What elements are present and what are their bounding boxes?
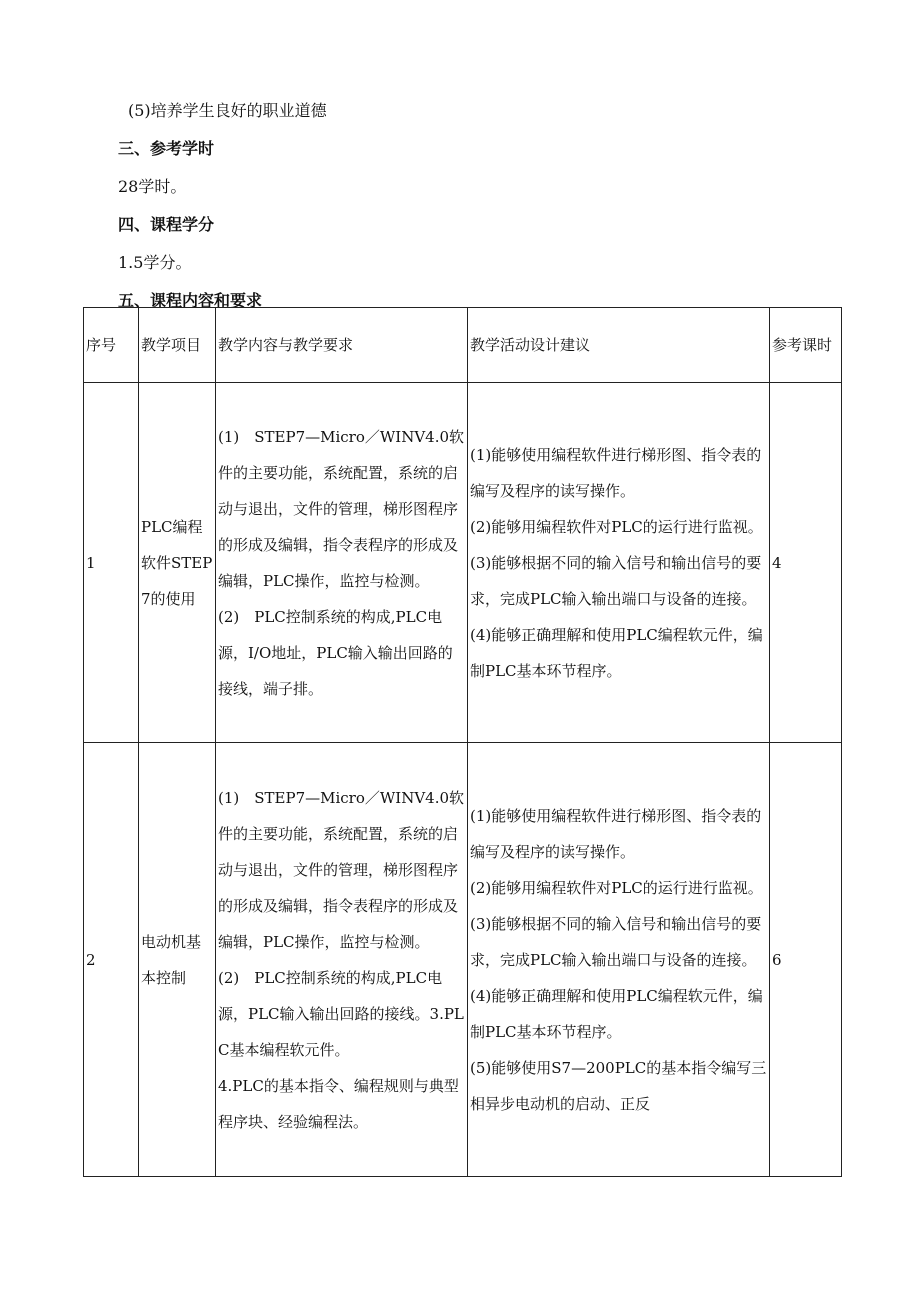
objective-5-text: (5)培养学生良好的职业道德 <box>128 101 327 120</box>
row-2-content-item: (1) STEP7—Micro／WINV4.0软件的主要功能，系统配置，系统的启动与退出，文件的管理，梯形图程序的形成及编辑，指令表程序的形成及编辑，PLC操作，监控与检测。 <box>218 788 465 951</box>
table-row <box>84 383 842 743</box>
row-2-activity-item: (1)能够使用编程软件进行梯形图、指令表的编写及程序的读写操作。 <box>470 806 762 861</box>
table-row <box>84 743 842 1177</box>
heading-course-content: 五、课程内容和要求 <box>118 291 263 310</box>
row-2-no: 2 <box>84 743 139 1177</box>
credits-value-text: 1.5学分。 <box>118 253 192 272</box>
row-1-project: PLC编程软件STEP7的使用 <box>139 383 216 743</box>
row-1-activity <box>468 383 770 743</box>
hours-value-text: 28学时。 <box>118 177 187 196</box>
row-2-content <box>216 743 468 1177</box>
row-1-content-item: (2) PLC控制系统的构成,PLC电源，I/O地址，PLC输入输出回路的接线，端子排。 <box>218 607 453 698</box>
row-1-no: 1 <box>84 383 139 743</box>
row-2-activity-item: (4)能够正确理解和使用PLC编程软元件，编制PLC基本环节程序。 <box>470 986 763 1041</box>
row-1-activity-item: (4)能够正确理解和使用PLC编程软元件，编制PLC基本环节程序。 <box>470 625 763 680</box>
row-1-hours: 4 <box>770 383 842 743</box>
row-1-content-item: (1) STEP7—Micro／WINV4.0软件的主要功能，系统配置，系统的启动与退出，文件的管理，梯形图程序的形成及编辑，指令表程序的形成及编辑，PLC操作，监控与检测。 <box>218 427 465 590</box>
row-2-activity-item: (2)能够用编程软件对PLC的运行进行监视。 <box>470 878 763 897</box>
header-activity: 教学活动设计建议 <box>468 308 770 383</box>
header-project: 教学项目 <box>139 308 216 383</box>
row-2-activity <box>468 743 770 1177</box>
header-content: 教学内容与教学要求 <box>216 308 468 383</box>
course-content-table <box>83 307 842 1177</box>
heading-course-credits: 四、课程学分 <box>118 215 215 234</box>
header-hours: 参考课时 <box>770 308 842 383</box>
row-2-content-item: (2) PLC控制系统的构成,PLC电源，PLC输入输出回路的接线。3.PLC基本编程软元件。 <box>218 968 464 1059</box>
row-2-activity-item: (5)能够使用S7—200PLC的基本指令编写三相异步电动机的启动、正反 <box>470 1058 767 1113</box>
table-header-row <box>84 308 842 383</box>
header-no: 序号 <box>84 308 139 383</box>
row-2-hours: 6 <box>770 743 842 1177</box>
row-2-activity-item: (3)能够根据不同的输入信号和输出信号的要求，完成PLC输入输出端口与设备的连接。 <box>470 914 762 969</box>
row-2-content-item: 4.PLC的基本指令、编程规则与典型程序块、经验编程法。 <box>218 1076 459 1131</box>
row-1-activity-item: (3)能够根据不同的输入信号和输出信号的要求，完成PLC输入输出端口与设备的连接。 <box>470 553 762 608</box>
row-1-content <box>216 383 468 743</box>
heading-reference-hours: 三、参考学时 <box>118 139 215 158</box>
row-1-activity-item: (1)能够使用编程软件进行梯形图、指令表的编写及程序的读写操作。 <box>470 445 762 500</box>
row-1-activity-item: (2)能够用编程软件对PLC的运行进行监视。 <box>470 517 763 536</box>
row-2-project: 电动机基本控制 <box>139 743 216 1177</box>
